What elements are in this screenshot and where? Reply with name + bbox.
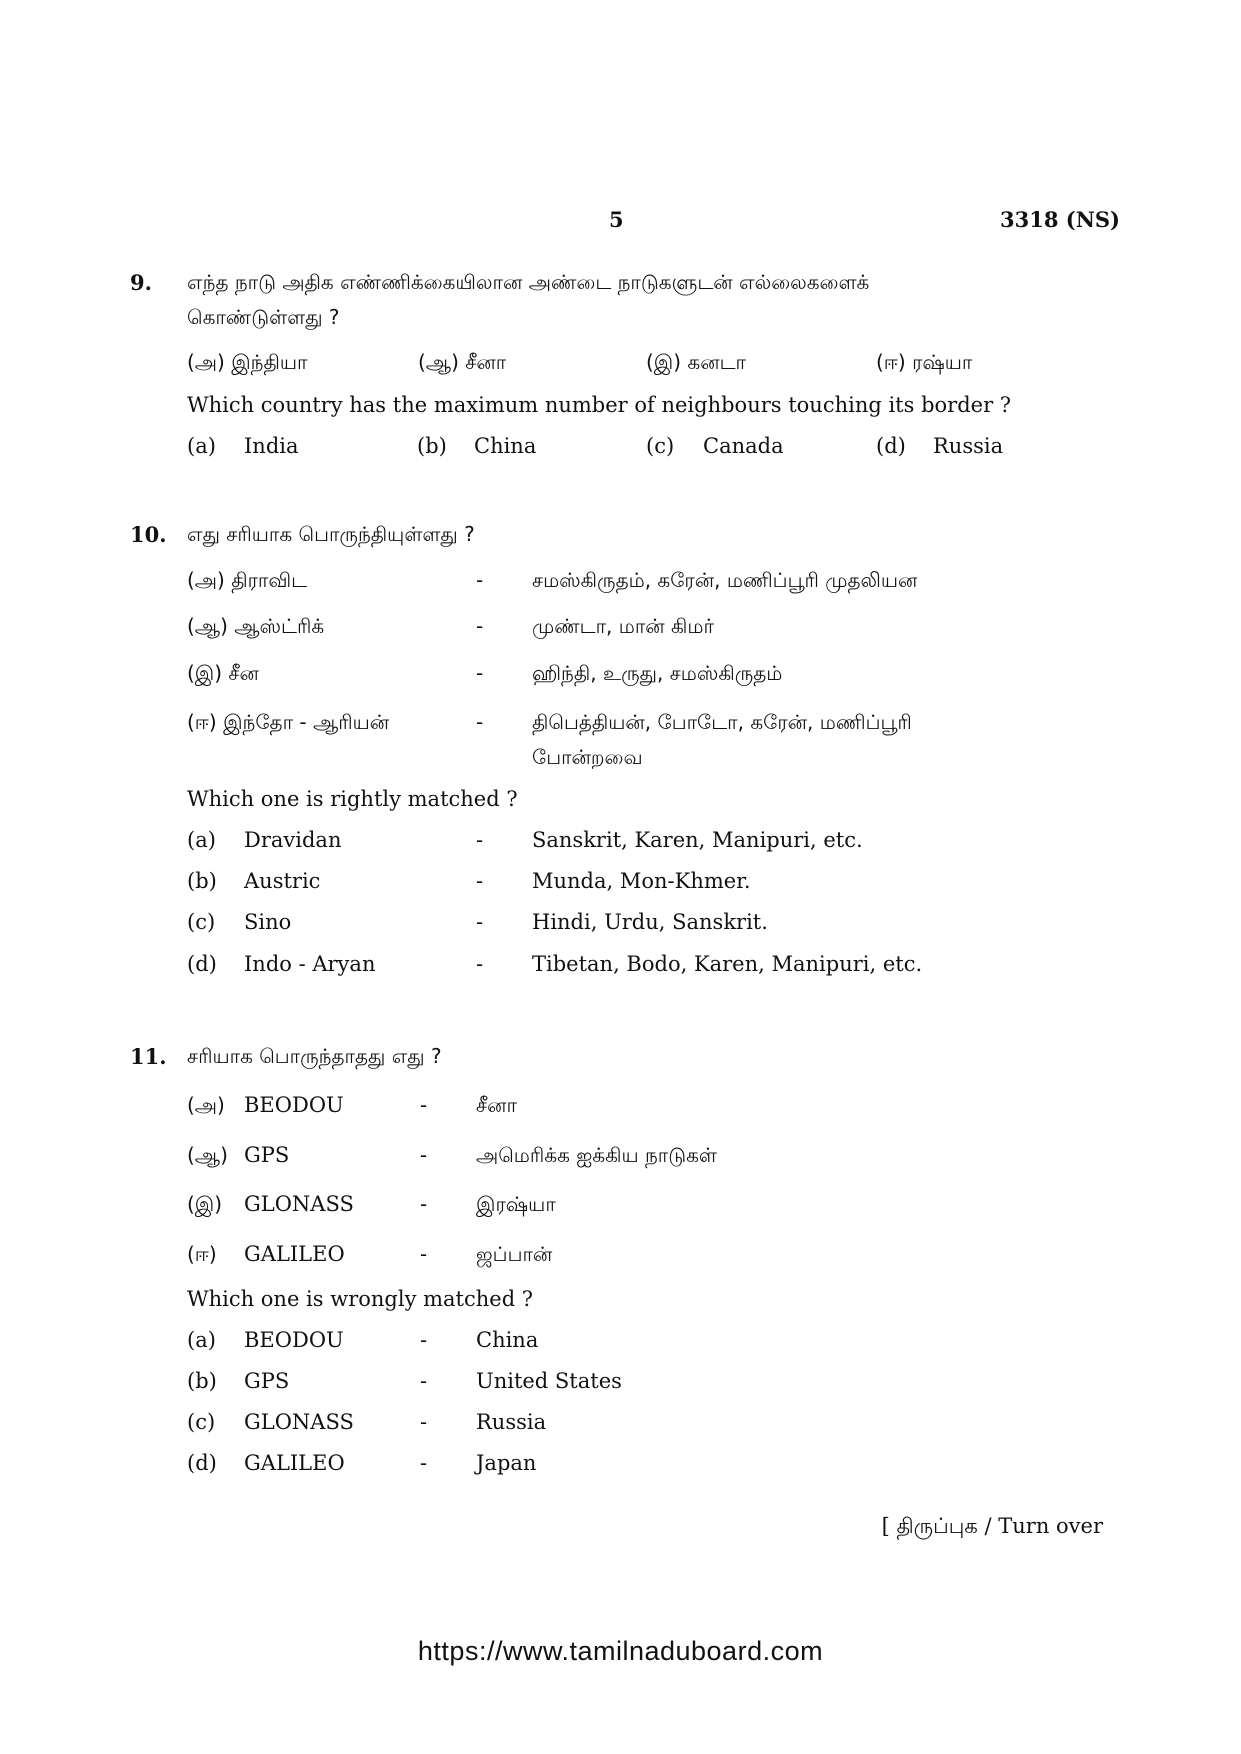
match-dash: - bbox=[476, 952, 484, 976]
option-tamil: (ஆ) சீனா bbox=[418, 350, 507, 374]
option-text: Canada bbox=[703, 434, 784, 458]
match-right-tamil-continued: போன்றவை bbox=[532, 745, 643, 769]
match-dash: - bbox=[476, 661, 484, 685]
option-label: (d) bbox=[187, 1451, 217, 1475]
match-dash: - bbox=[476, 614, 484, 638]
option-text: China bbox=[474, 434, 537, 458]
match-dash: - bbox=[476, 910, 484, 934]
match-left: Dravidan bbox=[244, 828, 342, 852]
option-label-tamil: (அ) bbox=[187, 1093, 225, 1117]
option-label: (b) bbox=[417, 434, 447, 458]
match-left: BEODOU bbox=[244, 1328, 344, 1352]
match-dash: - bbox=[476, 828, 484, 852]
match-left: GALILEO bbox=[244, 1242, 345, 1266]
match-dash: - bbox=[420, 1093, 428, 1117]
option-label: (a) bbox=[187, 434, 216, 458]
match-left-tamil: (இ) சீன bbox=[187, 661, 259, 685]
match-right-tamil: சீனா bbox=[476, 1093, 517, 1117]
option-label: (b) bbox=[187, 1369, 217, 1393]
question-text-tamil: எது சரியாக பொருந்தியுள்ளது ? bbox=[187, 522, 475, 546]
option-label-tamil: (ஈ) bbox=[187, 1242, 217, 1266]
question-text-tamil: எந்த நாடு அதிக எண்ணிக்கையிலான அண்டை நாடுகளுடன் எல்லைகளைக் bbox=[187, 270, 870, 294]
match-left: GALILEO bbox=[244, 1451, 345, 1475]
match-dash: - bbox=[420, 1410, 428, 1434]
match-left: GPS bbox=[244, 1143, 290, 1167]
match-right-tamil: முண்டா, மான் கிமர் bbox=[532, 614, 714, 638]
match-left-tamil: (ஈ) இந்தோ - ஆரியன் bbox=[187, 710, 390, 734]
match-right-tamil: அமெரிக்க ஐக்கிய நாடுகள் bbox=[476, 1143, 717, 1167]
option-label-tamil: (ஆ) bbox=[187, 1143, 228, 1167]
match-right: Sanskrit, Karen, Manipuri, etc. bbox=[532, 828, 863, 852]
match-right-tamil: திபெத்தியன், போடோ, கரேன், மணிப்பூரி bbox=[532, 710, 912, 734]
match-right: Munda, Mon-Khmer. bbox=[532, 869, 751, 893]
match-dash: - bbox=[476, 710, 484, 734]
question-text-tamil: சரியாக பொருந்தாதது எது ? bbox=[187, 1044, 442, 1068]
match-dash: - bbox=[420, 1242, 428, 1266]
question-text-english: Which one is rightly matched ? bbox=[187, 787, 518, 811]
match-dash: - bbox=[476, 568, 484, 592]
question-text-tamil: கொண்டுள்ளது ? bbox=[187, 305, 340, 329]
question-number: 9. bbox=[130, 270, 152, 295]
match-right: Tibetan, Bodo, Karen, Manipuri, etc. bbox=[532, 952, 923, 976]
match-right-tamil: இரஷ்யா bbox=[476, 1192, 556, 1216]
option-label: (a) bbox=[187, 828, 216, 852]
option-label: (c) bbox=[187, 1410, 216, 1434]
match-left: GLONASS bbox=[244, 1410, 354, 1434]
paper-code: 3318 (NS) bbox=[1000, 207, 1120, 232]
match-left-tamil: (ஆ) ஆஸ்ட்ரிக் bbox=[187, 614, 325, 638]
option-label: (a) bbox=[187, 1328, 216, 1352]
match-dash: - bbox=[420, 1451, 428, 1475]
question-text-english: Which country has the maximum number of neighbours touching its border ? bbox=[187, 393, 1012, 417]
option-label: (c) bbox=[187, 910, 216, 934]
option-label-tamil: (இ) bbox=[187, 1192, 223, 1216]
match-left: GPS bbox=[244, 1369, 290, 1393]
match-left: Sino bbox=[244, 910, 292, 934]
match-left-tamil: (அ) திராவிட bbox=[187, 568, 308, 592]
match-dash: - bbox=[420, 1143, 428, 1167]
match-right: Russia bbox=[476, 1410, 547, 1434]
match-left: Austric bbox=[244, 869, 321, 893]
match-right: Hindi, Urdu, Sanskrit. bbox=[532, 910, 768, 934]
match-left: BEODOU bbox=[244, 1093, 344, 1117]
option-label: (d) bbox=[187, 952, 217, 976]
match-dash: - bbox=[476, 869, 484, 893]
match-dash: - bbox=[420, 1192, 428, 1216]
match-right-tamil: சமஸ்கிருதம், கரேன், மணிப்பூரி முதலியன bbox=[532, 568, 918, 592]
option-text: Russia bbox=[933, 434, 1004, 458]
question-number: 11. bbox=[130, 1044, 167, 1069]
option-label: (d) bbox=[876, 434, 906, 458]
option-text: India bbox=[244, 434, 299, 458]
option-label: (c) bbox=[646, 434, 675, 458]
match-right: United States bbox=[476, 1369, 622, 1393]
option-tamil: (அ) இந்தியா bbox=[187, 350, 308, 374]
match-dash: - bbox=[420, 1369, 428, 1393]
option-tamil: (இ) கனடா bbox=[646, 350, 746, 374]
footer-url[interactable]: https://www.tamilnaduboard.com bbox=[417, 1636, 824, 1666]
match-right: Japan bbox=[476, 1451, 537, 1475]
question-number: 10. bbox=[130, 522, 167, 547]
match-left: GLONASS bbox=[244, 1192, 354, 1216]
match-right-tamil: ஹிந்தி, உருது, சமஸ்கிருதம் bbox=[532, 661, 783, 685]
match-left: Indo - Aryan bbox=[244, 952, 376, 976]
match-right-tamil: ஜப்பான் bbox=[476, 1242, 553, 1266]
page-number: 5 bbox=[609, 207, 624, 232]
turn-over-note: [ திருப்புக / Turn over bbox=[881, 1514, 1103, 1538]
question-text-english: Which one is wrongly matched ? bbox=[187, 1287, 534, 1311]
match-dash: - bbox=[420, 1328, 428, 1352]
option-tamil: (ஈ) ரஷ்யா bbox=[876, 350, 973, 374]
option-label: (b) bbox=[187, 869, 217, 893]
match-right: China bbox=[476, 1328, 539, 1352]
